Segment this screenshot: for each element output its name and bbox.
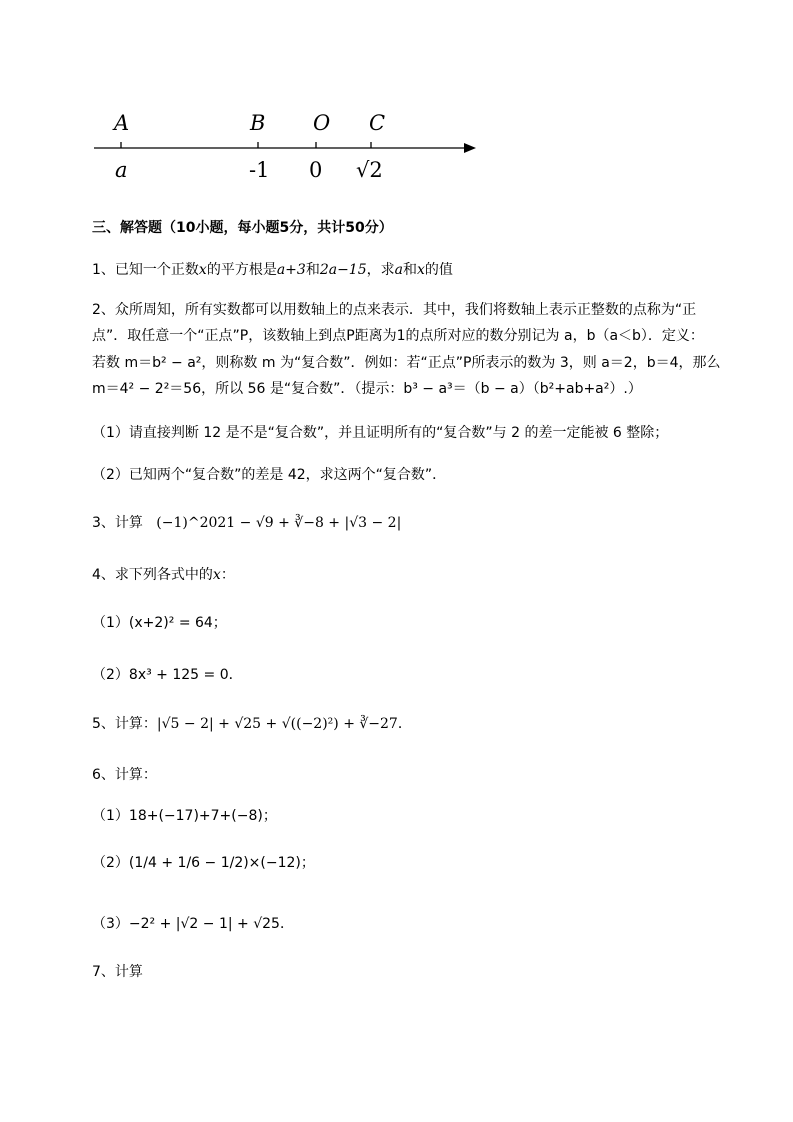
q1-var-a: a [394, 262, 403, 278]
question-6: 6、计算： [92, 767, 157, 783]
q1-var-x: x [416, 262, 425, 278]
q3-prefix: 3、计算 [92, 515, 143, 531]
q4-suffix: ： [220, 567, 235, 583]
q4-var-x: x [212, 567, 221, 583]
question-7: 7、计算 [92, 964, 143, 980]
q2-line-2: 点”．取任意一个“正点”P，该数轴上到点P距离为1的点所对应的数分别记为 a，b（a＜b）．定义： [92, 328, 704, 344]
q4-sub-2: （2）8x³ + 125 = 0． [92, 667, 243, 683]
point-a-letter: A [114, 111, 130, 135]
q3-expression: (−1)^2021 − √9 + ∛−8 + |√3 − 2| [156, 515, 402, 531]
point-c-letter: C [369, 111, 386, 135]
point-o-value: 0 [309, 158, 323, 182]
q4-prefix: 4、求下列各式中的 [92, 567, 213, 583]
q2-line-3: 若数 m＝b² − a²，则称数 m 为“复合数”．例如：若“正点”P所表示的数为 3，则 a＝2，b＝4，那么 [92, 355, 721, 371]
question-5 [92, 711, 412, 737]
q2-line-4: m＝4² − 2²＝56，所以 56 是“复合数”．（提示：b³ − a³＝（b − a）（b²+ab+a²）.） [92, 381, 642, 397]
q1-text: 和 [402, 262, 417, 278]
q2-sub-1: （1）请直接判断 12 是不是“复合数”，并且证明所有的“复合数”与 2 的差一定能被 6 整除； [92, 425, 669, 441]
point-b-value: -1 [249, 158, 270, 182]
question-4 [92, 562, 235, 588]
section-title: 三、解答题（10小题，每小题5分，共计50分） [92, 220, 393, 236]
q1-expr-1: a+3 [276, 262, 306, 278]
q6-sub-2: （2）(1/4 + 1/6 − 1/2)×(−12)； [92, 855, 315, 871]
q1-text: ，求 [366, 262, 395, 278]
q1-suffix: 的值 [424, 262, 453, 278]
q1-text: 的平方根是 [206, 262, 277, 278]
q1-prefix: 1、已知一个正数 [92, 262, 199, 278]
number-line-figure [88, 105, 488, 195]
q2-line-1: 2、众所周知，所有实数都可以用数轴上的点来表示．其中，我们将数轴上表示正整数的点称为“正 [92, 302, 697, 318]
q2-sub-2: （2）已知两个“复合数”的差是 42，求这两个“复合数”． [92, 467, 447, 483]
point-o-letter: O [313, 111, 331, 135]
question-3 [92, 510, 401, 536]
q4-sub-1: （1）(x+2)² = 64； [92, 615, 227, 631]
q1-var-x: x [198, 262, 207, 278]
q5-expression: |√5 − 2| + √25 + √((−2)²) + ∛−27． [156, 716, 412, 732]
q6-sub-3: （3）−2² + |√2 − 1| + √25． [92, 916, 294, 932]
point-c-value: √2 [356, 158, 383, 182]
q1-text: 和 [305, 262, 320, 278]
question-1 [92, 257, 453, 283]
number-line-axis [88, 105, 488, 195]
point-b-letter: B [250, 111, 266, 135]
q5-prefix: 5、计算： [92, 716, 157, 732]
q1-expr-2: 2a−15 [319, 262, 367, 278]
point-a-value: a [115, 158, 128, 182]
q6-sub-1: （1）18+(−17)+7+(−8)； [92, 808, 277, 824]
